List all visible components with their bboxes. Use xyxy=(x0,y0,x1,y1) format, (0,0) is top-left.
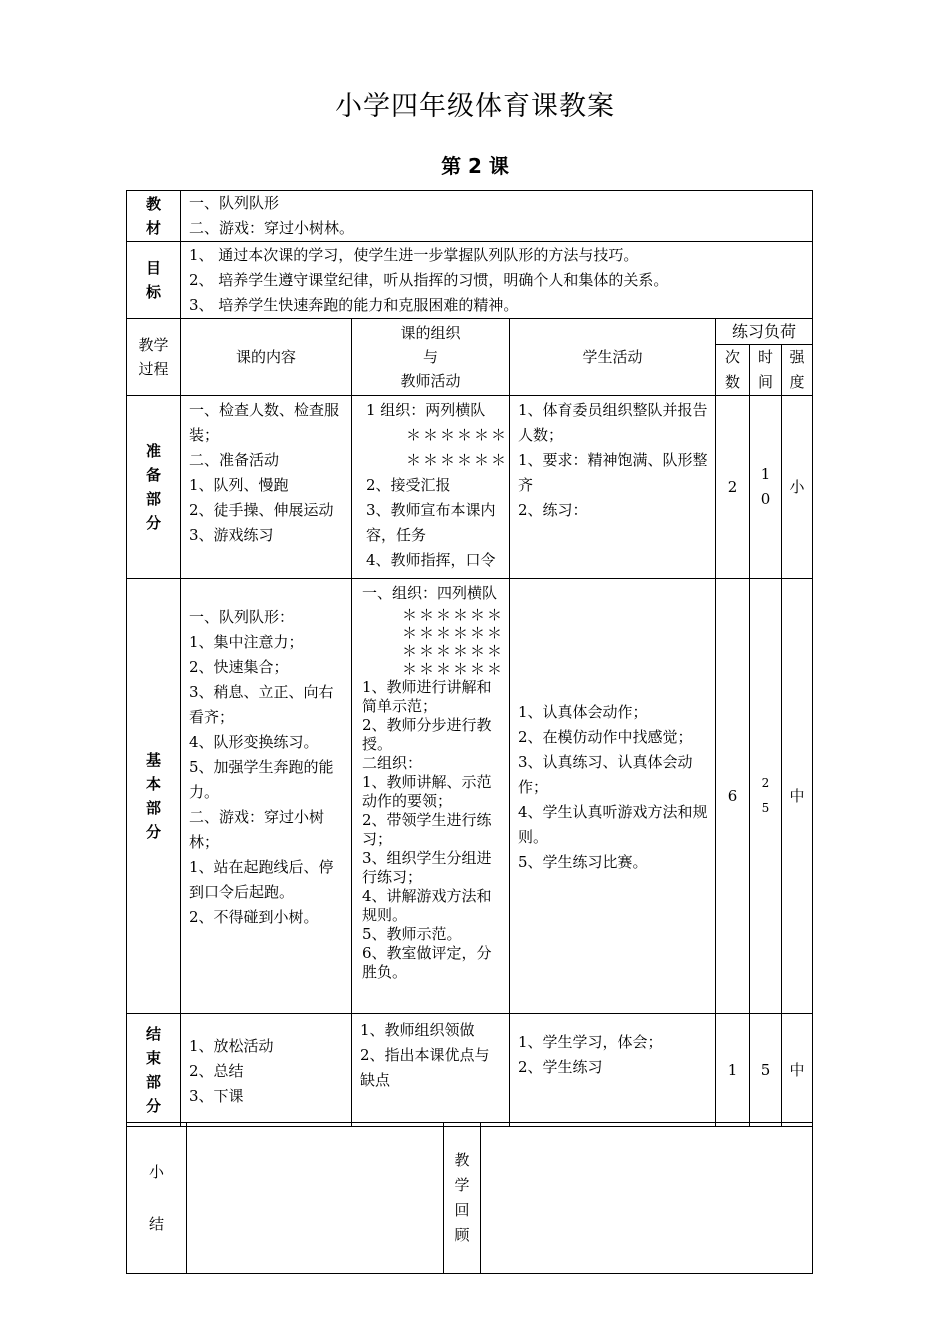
review-label: 教 学 回 顾 xyxy=(444,1123,481,1274)
header-row xyxy=(127,319,813,345)
header-process: 教学 过程 xyxy=(127,319,181,396)
goal-label: 目 标 xyxy=(127,242,181,319)
review-blank xyxy=(481,1123,813,1274)
material-label: 教 材 xyxy=(127,191,181,242)
material-line: 一、队列队形 xyxy=(189,194,280,212)
formation-stars: ＊＊＊＊＊＊ xyxy=(402,660,505,678)
basic-row xyxy=(127,579,813,1014)
end-count: 1 xyxy=(716,1014,750,1127)
basic-count: 6 xyxy=(716,579,750,1014)
prep-student: 1、体育委员组织整队并报告人数； 1、要求：精神饱满、队形整齐 2、练习： xyxy=(510,396,716,579)
end-student: 1、学生学习，体会； 2、学生练习 xyxy=(510,1014,716,1127)
summary-table xyxy=(126,1122,813,1274)
end-row xyxy=(127,1014,813,1127)
formation-stars: ＊＊＊＊＊＊ xyxy=(402,624,505,642)
basic-time: 2 5 xyxy=(750,579,782,1014)
end-label: 结 束 部 分 xyxy=(127,1014,181,1127)
end-time: 5 xyxy=(750,1014,782,1127)
prep-time: 1 0 xyxy=(750,396,782,579)
formation-stars: ＊＊＊＊＊＊ xyxy=(406,451,509,469)
header-content: 课的内容 xyxy=(181,319,352,396)
basic-student: 1、认真体会动作； 2、在模仿动作中找感觉； 3、认真练习、认真体会动作； 4、学生认真听游戏方法和规则。 5、学生练习比赛。 xyxy=(510,579,716,1014)
header-intensity: 强 度 xyxy=(782,345,813,396)
goal-line: 3、 培养学生快速奔跑的能力和克服困难的精神。 xyxy=(189,296,519,314)
end-organization: 1、教师组织领做 2、指出本课优点与缺点 xyxy=(352,1014,510,1127)
prep-intensity: 小 xyxy=(782,396,813,579)
lesson-plan-table xyxy=(126,190,813,1127)
goal-line: 2、 培养学生遵守课堂纪律，听从指挥的习惯，明确个人和集体的关系。 xyxy=(189,271,669,289)
summary-blank xyxy=(187,1123,444,1274)
summary-row xyxy=(127,1123,813,1274)
formation-stars: ＊＊＊＊＊＊ xyxy=(402,642,505,660)
end-intensity: 中 xyxy=(782,1014,813,1127)
prep-row xyxy=(127,396,813,579)
summary-label: 小 结 xyxy=(127,1123,187,1274)
header-time: 时 间 xyxy=(750,345,782,396)
header-organization: 课的组织 与 教师活动 xyxy=(352,319,510,396)
goal-line: 1、 通过本次课的学习，使学生进一步掌握队列队形的方法与技巧。 xyxy=(189,246,639,264)
formation-stars: ＊＊＊＊＊＊ xyxy=(406,426,509,444)
prep-count: 2 xyxy=(716,396,750,579)
page-title: 小学四年级体育课教案 xyxy=(335,91,615,122)
prep-organization: 1 组织：两列横队 ＊＊＊＊＊＊ ＊＊＊＊＊＊ 2、接受汇报 3、教师宣布本课内容，任务 4、教师指挥，口令 xyxy=(352,396,510,579)
material-content xyxy=(181,191,813,242)
basic-intensity: 中 xyxy=(782,579,813,1014)
prep-label: 准 备 部 分 xyxy=(127,396,181,579)
end-content: 1、放松活动 2、总结 3、下课 xyxy=(181,1014,352,1127)
goal-content xyxy=(181,242,813,319)
lesson-number: 第 2 课 xyxy=(441,154,509,178)
header-student: 学生活动 xyxy=(510,319,716,396)
header-count: 次 数 xyxy=(716,345,750,396)
basic-content: 一、队列队形： 1、集中注意力； 2、快速集合； 3、稍息、立正、向右看齐； 4、队形变换练习。 5、加强学生奔跑的能力。 二、游戏：穿过小树林； 1、站在起跑线后、停到口令后起跑。 2、不得碰到小树。 xyxy=(181,579,352,1014)
formation-stars: ＊＊＊＊＊＊ xyxy=(402,606,505,624)
goal-row xyxy=(127,242,813,319)
header-load: 练习负荷 xyxy=(716,319,813,345)
material-line: 二、游戏：穿过小树林。 xyxy=(189,219,355,237)
material-row xyxy=(127,191,813,242)
prep-content: 一、检查人数、检查服装； 二、准备活动 1、队列、慢跑 2、徒手操、伸展运动 3、游戏练习 xyxy=(181,396,352,579)
basic-organization: 一、组织：四列横队 ＊＊＊＊＊＊ ＊＊＊＊＊＊ ＊＊＊＊＊＊ ＊＊＊＊＊＊ 1、教师进行讲解和简单示范； 2、教师分步进行教授。 二组织： 1、教师讲解、示范动作的要领； 2、带领学生进行练习； 3、组织学生分组进行练习； 4、讲解游戏方法和规则。 5、教师示范。 6、教室做评定，分胜负。 xyxy=(352,579,510,1014)
basic-label: 基 本 部 分 xyxy=(127,579,181,1014)
